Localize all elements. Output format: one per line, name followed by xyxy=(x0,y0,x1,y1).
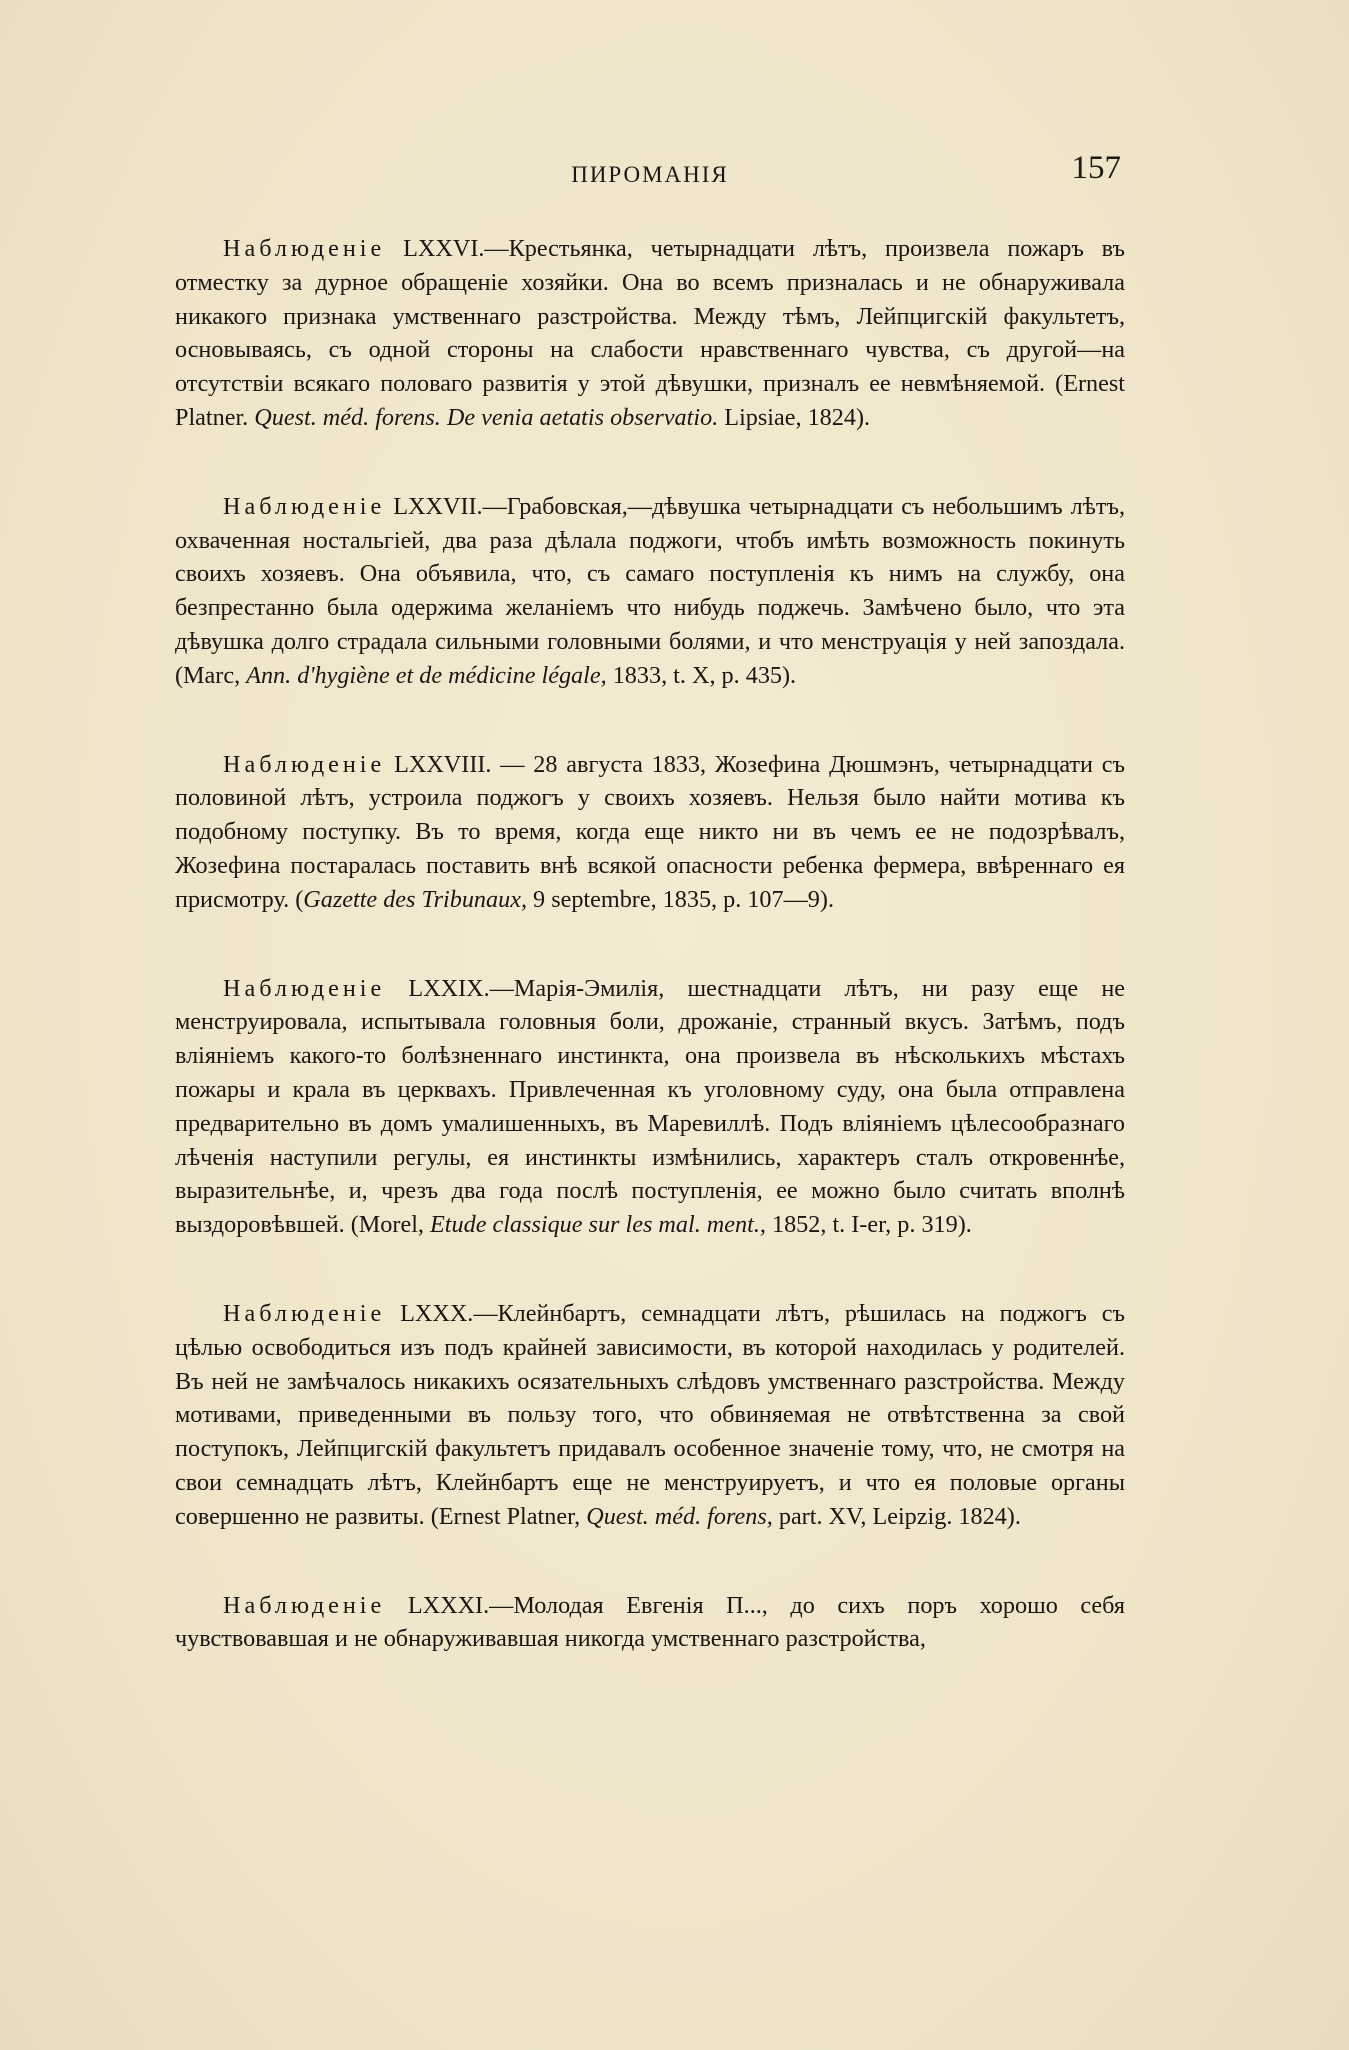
observation-label: Наблюденіе xyxy=(223,1591,386,1619)
observation-label: Наблюденіе xyxy=(223,492,386,520)
observation-number: LXXXI. xyxy=(407,1591,490,1619)
citation-title: Ann. d'hygiène et de médicine légale, xyxy=(246,661,607,689)
observation-label: Наблюденіе xyxy=(223,750,386,778)
citation-details: part. XV, Leipzig. 1824). xyxy=(772,1502,1021,1530)
citation-title: Etude classique sur les mal. ment., xyxy=(430,1211,766,1239)
paragraph-text: — 28 августа 1833, Жозефина Дюшмэнъ, четырнадцати съ половиной лѣтъ, устроила поджогъ у своихъ хозяевъ. Нельзя было найти мотива къ подобному поступку. Въ то время, когда еще никто ни въ чемъ ее не подозрѣвалъ, Жозефина постаралась поставить внѣ всякой опасности ребенка фермера, ввѣреннаго ея присмотру. ( xyxy=(175,750,1126,913)
observation-number: LXXIX. xyxy=(408,974,490,1002)
observation-lxxxi xyxy=(175,1589,1125,1657)
observation-lxxvii xyxy=(175,490,1125,693)
running-head: ПИРОМАНІЯ xyxy=(571,162,729,187)
observation-lxxvi xyxy=(175,232,1125,435)
observation-lxxx xyxy=(175,1297,1125,1534)
observation-lxxviii xyxy=(175,748,1125,917)
text-body xyxy=(175,232,1125,1711)
citation-title: Gazette des Tribunaux, xyxy=(303,885,527,913)
paragraph-text: —Молодая Евгенія П..., до сихъ поръ хорошо себя чувствовавшая и не обнаруживавшая никогда умственнаго разстройства, xyxy=(175,1591,1125,1653)
observation-number: LXXVII. xyxy=(393,492,483,520)
citation-title: Quest. méd. forens, xyxy=(586,1502,773,1530)
observation-label: Наблюденіе xyxy=(223,974,386,1002)
paragraph-text: —Марія-Эмилія, шестнадцати лѣтъ, ни разу еще не менструировала, испытывала головныя боли, дрожаніе, странный вкусъ. Затѣмъ, подъ вліяніемъ какого-то болѣзненнаго инстинкта, она произвела въ нѣсколькихъ мѣстахъ пожары и крала въ церквахъ. Привлеченная къ уголовному суду, она была отправлена предварительно въ домъ умалишенныхъ, въ Маревиллѣ. Подъ вліяніемъ цѣлесообразнаго лѣченія наступили регулы, ея инстинкты измѣнились, характеръ сталъ откровеннѣе, выразительнѣе, и, чрезъ два года послѣ поступленія, ее можно было считать вполнѣ выздоровѣвшей. (Morel, xyxy=(175,974,1126,1239)
citation-title: Quest. méd. forens. De venia aetatis observatio. xyxy=(254,403,719,431)
paragraph-text: —Клейнбартъ, семнадцати лѣтъ, рѣшилась на поджогъ съ цѣлью освободиться изъ подъ крайней зависимости, въ которой находилась у родителей. Въ ней не замѣчалось никакихъ осязательныхъ слѣдовъ умственнаго разстройства. Между мотивами, приведенными въ пользу того, что обвиняемая не отвѣтственна за свой поступокъ, Лейпцигскій факультетъ придавалъ особенное значеніе тому, что, не смотря на свои семнадцать лѣтъ, Клейнбартъ еще не менструируетъ, и что ея половые органы совершенно не развиты. (Ernest Platner, xyxy=(175,1299,1125,1530)
citation-details: Lipsiae, 1824). xyxy=(718,403,871,431)
citation-details: 9 septembre, 1835, p. 107—9). xyxy=(527,885,834,913)
observation-number: LXXX. xyxy=(400,1299,474,1327)
citation-details: 1852, t. I-er, p. 319). xyxy=(765,1211,972,1239)
observation-label: Наблюденіе xyxy=(223,235,386,262)
citation-details: 1833, t. X, p. 435). xyxy=(606,661,797,689)
paragraph-text: —Крестьянка, четырнадцати лѣтъ, произвела пожаръ въ отместку за дурное обращеніе хозяйки. Она во всемъ призналась и не обнаруживала никакого признака умственнаго разстройства. Между тѣмъ, Лейпцигскій факультетъ, основываясь, съ одной стороны на слабости нравственнаго чувства, съ другой—на отсутствіи всякаго половаго развитія у этой дѣвушки, призналъ ее невмѣняемой. (Ernest Platner. xyxy=(175,235,1126,431)
page-number: 157 xyxy=(1071,150,1121,186)
page-header xyxy=(175,150,1125,200)
observation-number: LXXVI. xyxy=(403,235,485,262)
observation-number: LXXVIII. xyxy=(394,750,492,778)
observation-lxxix xyxy=(175,972,1125,1242)
observation-label: Наблюденіе xyxy=(223,1299,386,1327)
paragraph-text: —Грабовская,—дѣвушка четырнадцати съ небольшимъ лѣтъ, охваченная ностальгіей, два раза дѣлала поджоги, чтобъ имѣть возможность покинуть своихъ хозяевъ. Она объявила, что, съ самаго поступленія къ нимъ на службу, она безпрестанно была одержима желаніемъ что нибудь поджечь. Замѣчено было, что эта дѣвушка долго страдала сильными головными болями, и что менструація у ней запоздала. (Marc, xyxy=(175,492,1125,689)
